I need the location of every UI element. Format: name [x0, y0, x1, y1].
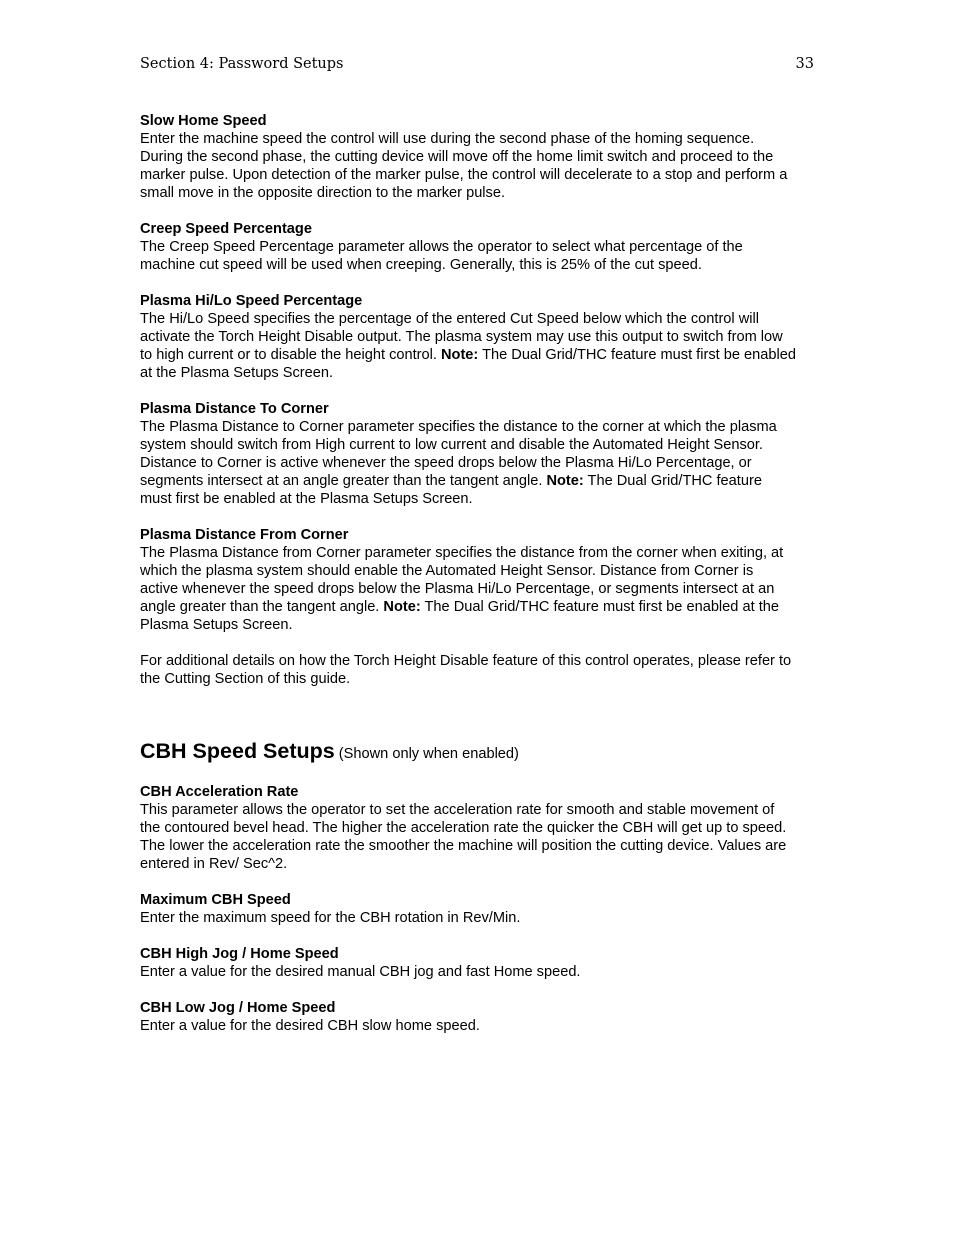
param-creep-speed-percentage: [140, 220, 845, 274]
param-description: Enter a value for the desired manual CBH jog and fast Home speed.: [140, 964, 581, 980]
param-description: The Creep Speed Percentage parameter allows the operator to select what percentage of the machine cut speed will be used when creeping. Generally, this is 25% of the cut speed.: [140, 239, 743, 273]
note-label: Note:: [546, 473, 584, 489]
param-title: CBH Acceleration Rate: [140, 784, 299, 800]
param-cbh-acceleration-rate: [140, 783, 845, 873]
section-subtitle: (Shown only when enabled): [338, 746, 519, 762]
param-cbh-low-jog-home-speed: [140, 999, 845, 1035]
section-title: CBH Speed Setups: [140, 739, 335, 763]
param-title: CBH Low Jog / Home Speed: [140, 1000, 336, 1016]
param-title: Plasma Distance To Corner: [140, 401, 329, 417]
description-text: The Dual Grid/THC feature must first be enabled at the Plasma Setups Screen.: [140, 347, 796, 381]
param-description: Enter the machine speed the control will use during the second phase of the homing sequence. During the second phase, the cutting device will move off the home limit switch and proceed to the marker pulse. Upon detection of the marker pulse, the control will decelerate to a stop and perform a small move in the opposite direction to the marker pulse.: [140, 131, 788, 201]
note-label: Note:: [383, 599, 421, 615]
section-heading-cbh-speed-setups: [140, 738, 845, 767]
param-title: Creep Speed Percentage: [140, 221, 312, 237]
description-text: The Dual Grid/THC feature must first be enabled at the Plasma Setups Screen.: [140, 473, 762, 507]
page-header: [140, 56, 814, 76]
param-description: Enter a value for the desired CBH slow home speed.: [140, 1018, 480, 1034]
param-slow-home-speed: [140, 112, 845, 202]
param-maximum-cbh-speed: [140, 891, 845, 927]
param-title: Plasma Hi/Lo Speed Percentage: [140, 293, 363, 309]
description-text: The Plasma Distance to Corner parameter specifies the distance to the corner at which the plasma system should switch from High current to low current and disable the Automated Height Sensor. Distance to Corner is active whenever the speed drops below the Plasma Hi/Lo Percentage, or segments intersect at an angle greater than the tangent angle.: [140, 419, 777, 489]
param-description: [140, 310, 845, 382]
description-text: The Plasma Distance from Corner parameter specifies the distance from the corner when exiting, at which the plasma system should enable the Automated Height Sensor. Distance from Corner is active whenever the speed drops below the Plasma Hi/Lo Percentage, or segments intersect at an angle greater than the tangent angle.: [140, 545, 784, 615]
param-title: Maximum CBH Speed: [140, 892, 291, 908]
param-title: Slow Home Speed: [140, 113, 267, 129]
note-label: Note:: [440, 347, 479, 363]
param-description: [140, 544, 845, 634]
description-text: The Hi/Lo Speed specifies the percentage of the entered Cut Speed below which the control will activate the Torch Height Disable output. The plasma system may use this output to switch from low to high current or to disable the height control.: [140, 311, 783, 363]
param-description: [140, 418, 845, 508]
description-text: The Dual Grid/THC feature must first be enabled at the Plasma Setups Screen.: [140, 599, 779, 633]
additional-details-paragraph: For additional details on how the Torch Height Disable feature of this control operates, please refer to the Cutting Section of this guide.: [140, 653, 792, 687]
param-title: CBH High Jog / Home Speed: [140, 946, 339, 962]
param-plasma-distance-from-corner: [140, 526, 845, 634]
param-plasma-distance-to-corner: [140, 400, 845, 508]
param-cbh-high-jog-home-speed: [140, 945, 845, 981]
param-plasma-hilo-speed-percentage: [140, 292, 845, 382]
param-title: Plasma Distance From Corner: [140, 527, 349, 543]
section-header: Section 4: Password Setups: [140, 56, 344, 72]
page-number: 33: [795, 56, 814, 72]
page-content: [140, 112, 845, 1053]
param-description: Enter the maximum speed for the CBH rotation in Rev/Min.: [140, 910, 521, 926]
param-description: This parameter allows the operator to set the acceleration rate for smooth and stable movement of the contoured bevel head. The higher the acceleration rate the quicker the CBH will get up to speed. The lower the acceleration rate the smoother the machine will position the cutting device. Values are entered in Rev/ Sec^2.: [140, 802, 787, 872]
